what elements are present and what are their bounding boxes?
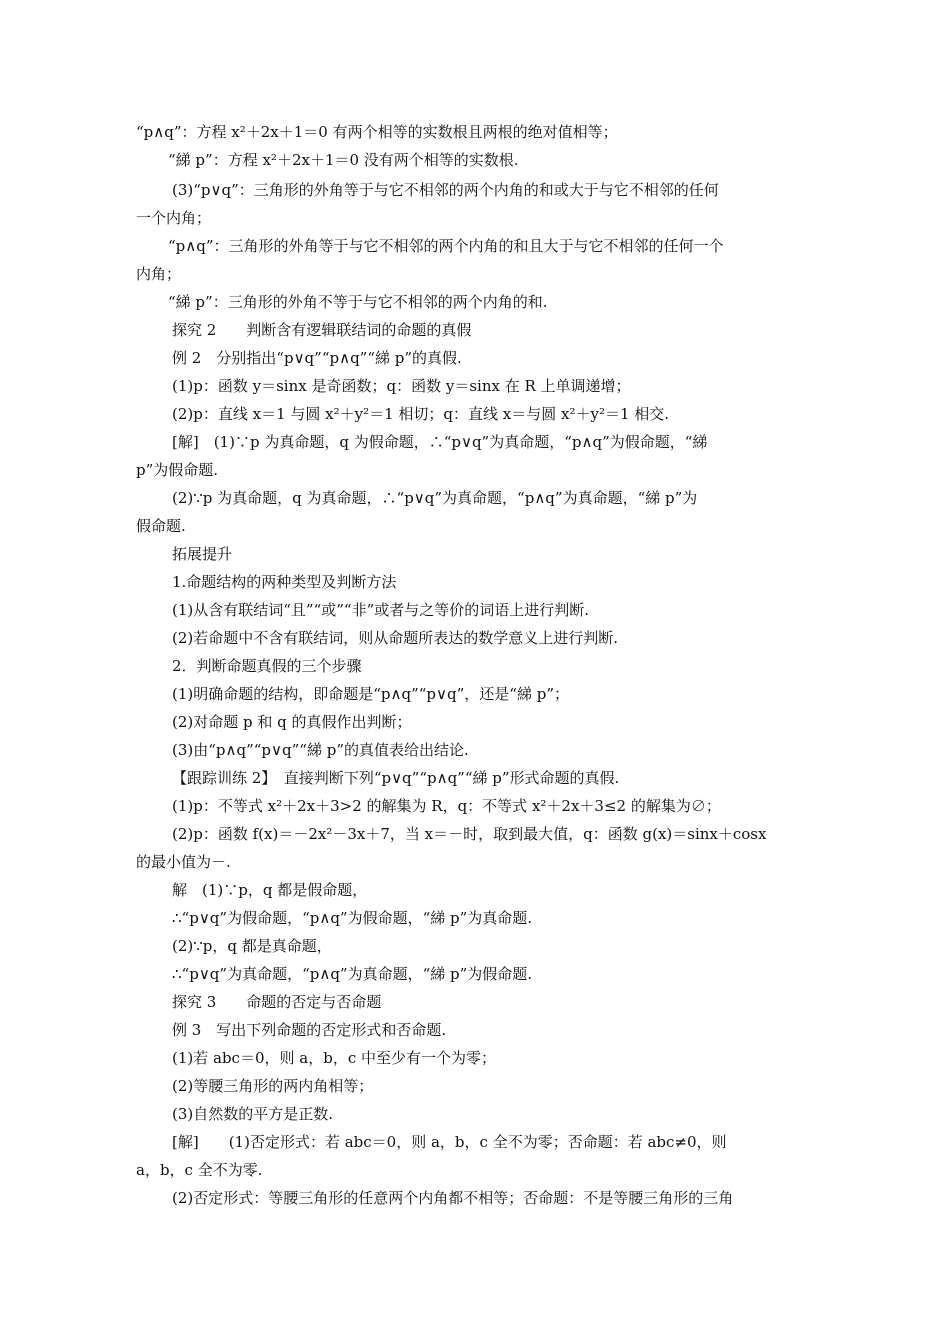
text-line: 内角；	[136, 265, 182, 283]
text-line: (2)p：直线 x＝1 与圆 x²＋y²＝1 相切；q：直线 x＝与圆 x²＋y²＝1 相交.	[172, 405, 670, 423]
text-line: (2)否定形式：等腰三角形的任意两个内角都不相等；否命题：不是等腰三角形的三角	[172, 1189, 734, 1207]
text-line: 一个内角；	[136, 209, 212, 227]
text-line: (2)等腰三角形的两内角相等；	[172, 1077, 374, 1095]
text-line: (2)p：函数 f(x)＝－2x²－3x＋7，当 x＝－时，取到最大值，q：函数 g(x)＝sinx＋cosx	[172, 825, 767, 843]
text-line: (1)p：不等式 x²＋2x＋3>2 的解集为 R，q：不等式 x²＋2x＋3≤2 的解集为∅；	[172, 797, 721, 815]
text-line: “綈 p”：三角形的外角不等于与它不相邻的两个内角的和.	[168, 293, 548, 311]
text-line: 2．判断命题真假的三个步骤	[172, 657, 362, 675]
text-line: ∴“p∨q”为假命题，“p∧q”为假命题，“綈 p”为真命题.	[172, 909, 533, 927]
subheading: 拓展提升	[172, 545, 233, 563]
solution-line: [解] (1)∵p 为真命题，q 为假命题，∴“p∨q”为真命题，“p∧q”为假命题，“綈	[172, 433, 708, 451]
text-line: (2)∵p 为真命题，q 为真命题，∴“p∨q”为真命题，“p∧q”为真命题，“綈 p”为	[172, 489, 698, 507]
text-line: (2)∵p，q 都是真命题，	[172, 937, 332, 955]
text-line: (1)若 abc＝0，则 a，b，c 中至少有一个为零；	[172, 1049, 496, 1067]
text-line: (3)由“p∧q”“p∨q”“綈 p”的真值表给出结论.	[172, 741, 469, 759]
section-heading: 探究 3 命题的否定与否命题	[172, 993, 382, 1011]
text-line: (2)对命题 p 和 q 的真假作出判断；	[172, 713, 412, 731]
text-line: “p∧q”：三角形的外角等于与它不相邻的两个内角的和且大于与它不相邻的任何一个	[168, 237, 724, 255]
example-title: 例 2 分别指出“p∨q”“p∧q”“綈 p”的真假.	[172, 349, 462, 367]
solution-line: 解 (1)∵p，q 都是假命题，	[172, 881, 368, 899]
text-line: “綈 p”：方程 x²＋2x＋1＝0 没有两个相等的实数根.	[168, 151, 519, 169]
text-line: (3)“p∨q”：三角形的外角等于与它不相邻的两个内角的和或大于与它不相邻的任何	[172, 181, 719, 199]
text-line: 的最小值为－.	[136, 853, 231, 871]
text-line: 1.命题结构的两种类型及判断方法	[172, 573, 397, 591]
text-line: a，b，c 全不为零.	[136, 1161, 263, 1179]
text-line: p”为假命题.	[136, 461, 219, 479]
text-line: (1)从含有联结词“且”“或”“非”或者与之等价的词语上进行判断.	[172, 601, 590, 619]
text-line: (3)自然数的平方是正数.	[172, 1105, 334, 1123]
text-line: (1)明确命题的结构，即命题是“p∧q”“p∨q”，还是“綈 p”；	[172, 685, 569, 703]
solution-line: [解] (1)否定形式：若 abc＝0，则 a，b，c 全不为零；否命题：若 abc≠0，则	[172, 1133, 727, 1151]
text-line: “p∧q”：方程 x²＋2x＋1＝0 有两个相等的实数根且两根的绝对值相等；	[136, 123, 618, 141]
text-line: ∴“p∨q”为真命题，“p∧q”为真命题，“綈 p”为假命题.	[172, 965, 533, 983]
section-heading: 探究 2 判断含有逻辑联结词的命题的真假	[172, 321, 472, 339]
text-line: (1)p：函数 y＝sinx 是奇函数；q：函数 y＝sinx 在 R 上单调递增；	[172, 377, 631, 395]
text-line: 假命题.	[136, 517, 186, 535]
text-line: (2)若命题中不含有联结词，则从命题所表达的数学意义上进行判断.	[172, 629, 619, 647]
example-title: 例 3 写出下列命题的否定形式和否命题.	[172, 1021, 447, 1039]
exercise-title: 【跟踪训练 2】 直接判断下列“p∨q”“p∧q”“綈 p”形式命题的真假.	[172, 769, 620, 787]
